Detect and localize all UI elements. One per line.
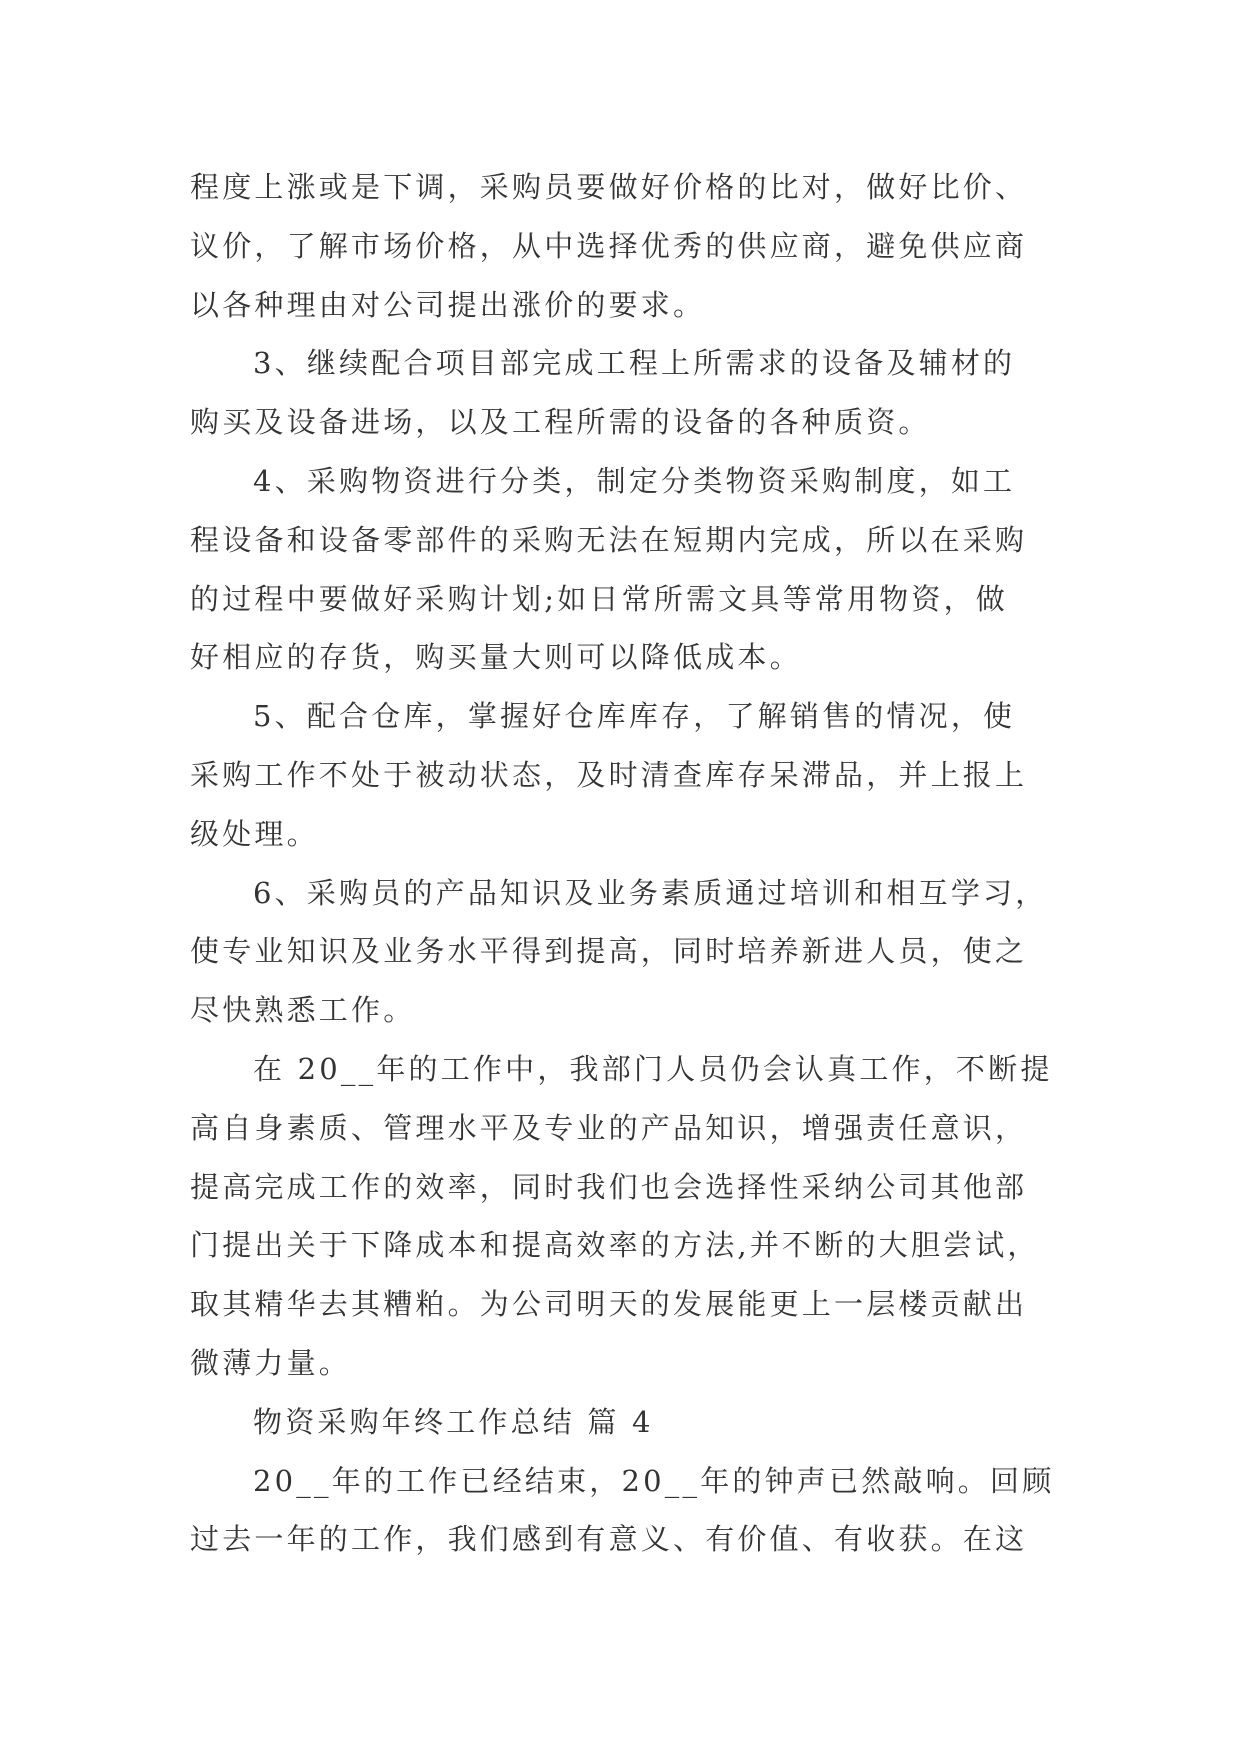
document-body [190,158,1070,1569]
text-line: 程设备和设备零部件的采购无法在短期内完成，所以在采购 [190,522,1028,557]
text-line: 级处理。 [190,816,319,851]
text-line: 议价，了解市场价格，从中选择优秀的供应商，避免供应商 [190,228,1028,263]
text-line: 以各种理由对公司提出涨价的要求。 [190,287,706,322]
text-line: 购买及设备进场，以及工程所需的设备的各种质资。 [190,405,931,440]
text-line: 尽快熟悉工作。 [190,993,416,1028]
text-line: 6、采购员的产品知识及业务素质通过培训和相互学习， [253,875,1048,910]
text-line: 3、继续配合项目部完成工程上所需求的设备及辅材的 [253,346,1016,381]
text-line: 门提出关于下降成本和提高效率的方法,并不断的大胆尝试， [190,1228,1040,1263]
text-line: 好相应的存货，购买量大则可以降低成本。 [190,640,802,675]
text-line: 在 20__年的工作中，我部门人员仍会认真工作，不断提 [253,1051,1053,1086]
text-line: 提高完成工作的效率，同时我们也会选择性采纳公司其他部 [190,1169,1028,1204]
text-line: 过去一年的工作，我们感到有意义、有价值、有收获。在这 [190,1522,1028,1557]
text-line: 20__年的工作已经结束，20__年的钟声已然敲响。回顾 [253,1463,1055,1498]
text-line: 使专业知识及业务水平得到提高，同时培养新进人员，使之 [190,934,1028,969]
text-line: 物资采购年终工作总结 篇 4 [253,1404,654,1439]
text-line: 取其精华去其糟粕。为公司明天的发展能更上一层楼贡献出 [190,1287,1028,1322]
text-line: 高自身素质、管理水平及专业的产品知识，增强责任意识， [190,1110,1028,1145]
text-line: 程度上涨或是下调，采购员要做好价格的比对，做好比价、 [190,170,1028,204]
text-line: 采购工作不处于被动状态，及时清查库存呆滞品，并上报上 [190,757,1028,792]
text-line: 5、配合仓库，掌握好仓库库存，了解销售的情况，使 [253,699,1016,734]
text-line: 4、采购物资进行分类，制定分类物资采购制度，如工 [253,463,1016,498]
text-line: 的过程中要做好采购计划;如日常所需文具等常用物资，做 [190,581,1008,616]
text-line: 微薄力量。 [190,1345,352,1380]
